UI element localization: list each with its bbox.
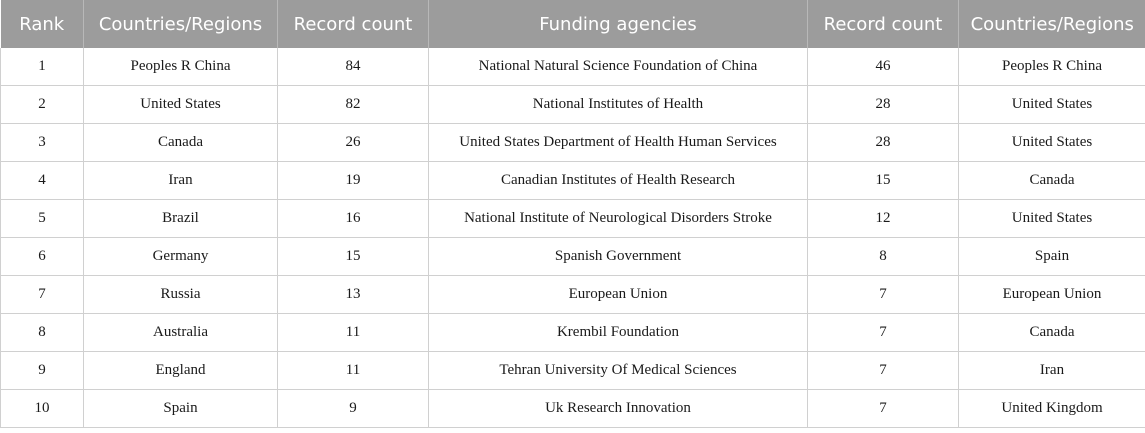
cell-country: England [84, 352, 278, 390]
cell-record-count: 84 [278, 48, 429, 86]
cell-record-count: 16 [278, 200, 429, 238]
cell-agency-country: Peoples R China [959, 48, 1145, 86]
cell-country: United States [84, 86, 278, 124]
cell-agency-record-count: 15 [808, 162, 959, 200]
table-row [1, 48, 1145, 86]
cell-agency-country: Canada [959, 314, 1145, 352]
cell-funding-agency: United States Department of Health Human Services [429, 124, 808, 162]
cell-record-count: 26 [278, 124, 429, 162]
cell-agency-country: Canada [959, 162, 1145, 200]
cell-record-count: 9 [278, 390, 429, 428]
cell-funding-agency: Tehran University Of Medical Sciences [429, 352, 808, 390]
cell-rank: 4 [1, 162, 84, 200]
header-funding-agencies: Funding agencies [429, 0, 808, 48]
cell-record-count: 11 [278, 352, 429, 390]
cell-funding-agency: European Union [429, 276, 808, 314]
cell-agency-record-count: 7 [808, 352, 959, 390]
cell-rank: 2 [1, 86, 84, 124]
cell-rank: 1 [1, 48, 84, 86]
cell-country: Peoples R China [84, 48, 278, 86]
header-rank: Rank [1, 0, 84, 48]
cell-rank: 10 [1, 390, 84, 428]
table-row [1, 124, 1145, 162]
cell-funding-agency: Canadian Institutes of Health Research [429, 162, 808, 200]
cell-funding-agency: National Institutes of Health [429, 86, 808, 124]
cell-record-count: 15 [278, 238, 429, 276]
cell-agency-country: Iran [959, 352, 1145, 390]
cell-country: Russia [84, 276, 278, 314]
cell-agency-record-count: 28 [808, 86, 959, 124]
cell-rank: 7 [1, 276, 84, 314]
cell-agency-record-count: 7 [808, 276, 959, 314]
table-row [1, 276, 1145, 314]
cell-agency-country: United States [959, 124, 1145, 162]
header-row [1, 0, 1145, 48]
cell-agency-record-count: 8 [808, 238, 959, 276]
table-row [1, 390, 1145, 428]
cell-rank: 3 [1, 124, 84, 162]
cell-rank: 8 [1, 314, 84, 352]
cell-record-count: 13 [278, 276, 429, 314]
cell-country: Canada [84, 124, 278, 162]
cell-rank: 6 [1, 238, 84, 276]
cell-funding-agency: Spanish Government [429, 238, 808, 276]
cell-agency-record-count: 12 [808, 200, 959, 238]
cell-country: Spain [84, 390, 278, 428]
table-row [1, 238, 1145, 276]
cell-record-count: 11 [278, 314, 429, 352]
cell-country: Iran [84, 162, 278, 200]
cell-funding-agency: Krembil Foundation [429, 314, 808, 352]
table-row [1, 200, 1145, 238]
cell-agency-country: Spain [959, 238, 1145, 276]
table-row [1, 314, 1145, 352]
cell-country: Germany [84, 238, 278, 276]
cell-rank: 5 [1, 200, 84, 238]
cell-funding-agency: National Institute of Neurological Disorders Stroke [429, 200, 808, 238]
table-row [1, 352, 1145, 390]
cell-agency-country: United States [959, 86, 1145, 124]
table-row [1, 86, 1145, 124]
cell-funding-agency: Uk Research Innovation [429, 390, 808, 428]
cell-country: Brazil [84, 200, 278, 238]
cell-country: Australia [84, 314, 278, 352]
cell-agency-record-count: 46 [808, 48, 959, 86]
header-countries-regions: Countries/Regions [84, 0, 278, 48]
cell-agency-record-count: 7 [808, 390, 959, 428]
cell-agency-country: United Kingdom [959, 390, 1145, 428]
cell-record-count: 19 [278, 162, 429, 200]
cell-rank: 9 [1, 352, 84, 390]
cell-record-count: 82 [278, 86, 429, 124]
cell-agency-country: European Union [959, 276, 1145, 314]
header-record-count: Record count [278, 0, 429, 48]
cell-agency-record-count: 28 [808, 124, 959, 162]
header-agency-record-count: Record count [808, 0, 959, 48]
cell-agency-country: United States [959, 200, 1145, 238]
table-row [1, 162, 1145, 200]
cell-agency-record-count: 7 [808, 314, 959, 352]
header-agency-countries-regions: Countries/Regions [959, 0, 1145, 48]
cell-funding-agency: National Natural Science Foundation of China [429, 48, 808, 86]
